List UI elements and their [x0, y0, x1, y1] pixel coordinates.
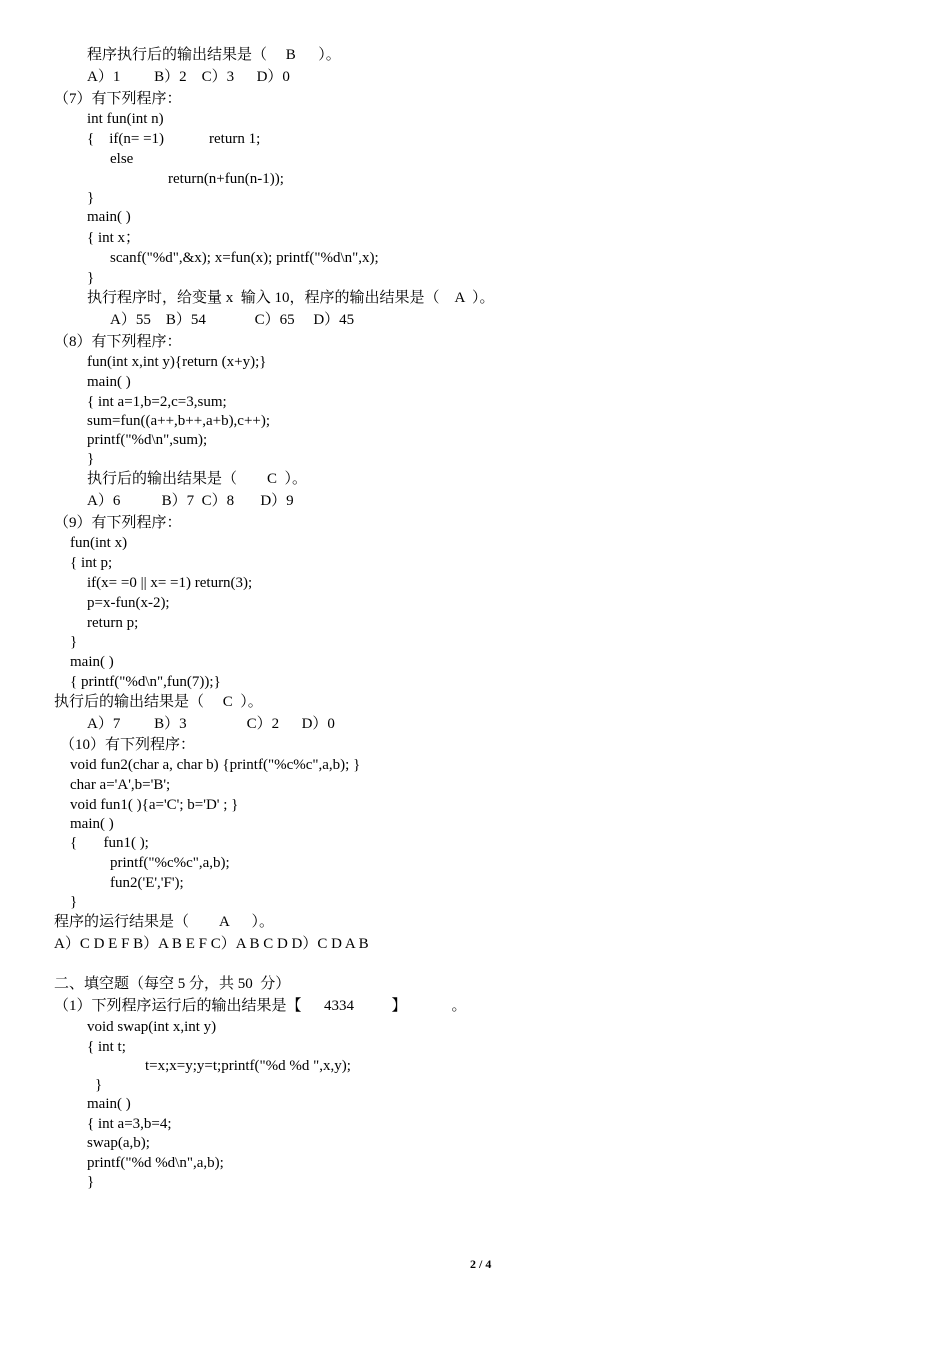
text-line: 程序的运行结果是（ A ）。: [54, 914, 275, 930]
text-line: }: [87, 190, 95, 206]
text-line: { int a=1,b=2,c=3,sum;: [87, 394, 227, 410]
text-line: printf("%d %d\n",a,b);: [87, 1155, 224, 1171]
text-line: A）1 B）2 C）3 D）0: [87, 69, 290, 85]
text-line: if(x= =0 || x= =1) return(3);: [87, 575, 253, 591]
text-line: }: [70, 634, 78, 650]
text-line: }: [70, 894, 78, 910]
text-line: void fun2(char a, char b) {printf("%c%c",a,b); }: [70, 757, 361, 773]
text-line: （9）有下列程序：: [54, 515, 182, 531]
text-line: main( ): [87, 209, 131, 225]
text-line: printf("%c%c",a,b);: [110, 855, 230, 871]
text-line: else: [110, 151, 134, 167]
text-line: sum=fun((a++,b++,a+b),c++);: [87, 413, 271, 429]
text-line: A）C D E F B）A B E F C）A B C D D）C D A B: [54, 936, 369, 952]
text-line: }: [95, 1077, 103, 1093]
text-line: { fun1( );: [70, 835, 149, 851]
text-line: void swap(int x,int y): [87, 1019, 217, 1035]
text-line: { int p;: [70, 555, 113, 571]
text-line: p=x-fun(x-2);: [87, 595, 170, 611]
text-line: 程序执行后的输出结果是（ B ）。: [87, 47, 341, 63]
text-line: main( ): [70, 654, 114, 670]
text-line: 执行后的输出结果是（ C ）。: [54, 694, 263, 710]
text-line: A）55 B）54 C）65 D）45: [110, 312, 355, 328]
text-line: main( ): [87, 1096, 131, 1112]
text-line: swap(a,b);: [87, 1135, 150, 1151]
text-line: 执行程序时，给变量 x 输入 10，程序的输出结果是（ A ）。: [87, 290, 495, 306]
text-line: A）7 B）3 C）2 D）0: [87, 716, 335, 732]
text-line: return p;: [87, 615, 139, 631]
text-line: main( ): [87, 374, 131, 390]
text-line: int fun(int n): [87, 111, 164, 127]
text-line: { int x；: [87, 230, 141, 246]
text-line: char a='A',b='B';: [70, 777, 171, 793]
text-line: { printf("%d\n",fun(7));}: [70, 674, 221, 690]
page-number: 2 / 4: [470, 1257, 492, 1271]
text-line: （8）有下列程序：: [54, 334, 182, 350]
text-line: fun(int x): [70, 535, 128, 551]
text-line: void fun1( ){a='C'; b='D' ; }: [70, 797, 239, 813]
text-line: main( ): [70, 816, 114, 832]
text-line: A）6 B）7 C）8 D）9: [87, 493, 294, 509]
text-line: }: [87, 451, 95, 467]
text-line: { if(n= =1) return 1;: [87, 131, 261, 147]
text-line: }: [87, 270, 95, 286]
text-line: （1）下列程序运行后的输出结果是【 4334 】 。: [54, 998, 467, 1014]
text-line: scanf("%d",&x); x=fun(x); printf("%d\n",x);: [110, 250, 379, 266]
text-line: return(n+fun(n-1));: [168, 171, 284, 187]
text-line: t=x;x=y;y=t;printf("%d %d ",x,y);: [145, 1058, 351, 1074]
text-line: 执行后的输出结果是（ C ）。: [87, 471, 308, 487]
text-line: }: [87, 1174, 95, 1190]
text-line: （7）有下列程序：: [54, 91, 182, 107]
text-line: （10）有下列程序：: [60, 737, 196, 753]
section-heading: 二、填空题（每空 5 分，共 50 分）: [54, 976, 291, 992]
text-line: printf("%d\n",sum);: [87, 432, 208, 448]
text-line: fun(int x,int y){return (x+y);}: [87, 354, 267, 370]
text-line: { int a=3,b=4;: [87, 1116, 172, 1132]
text-line: fun2('E','F');: [110, 875, 184, 891]
text-line: { int t;: [87, 1039, 126, 1055]
